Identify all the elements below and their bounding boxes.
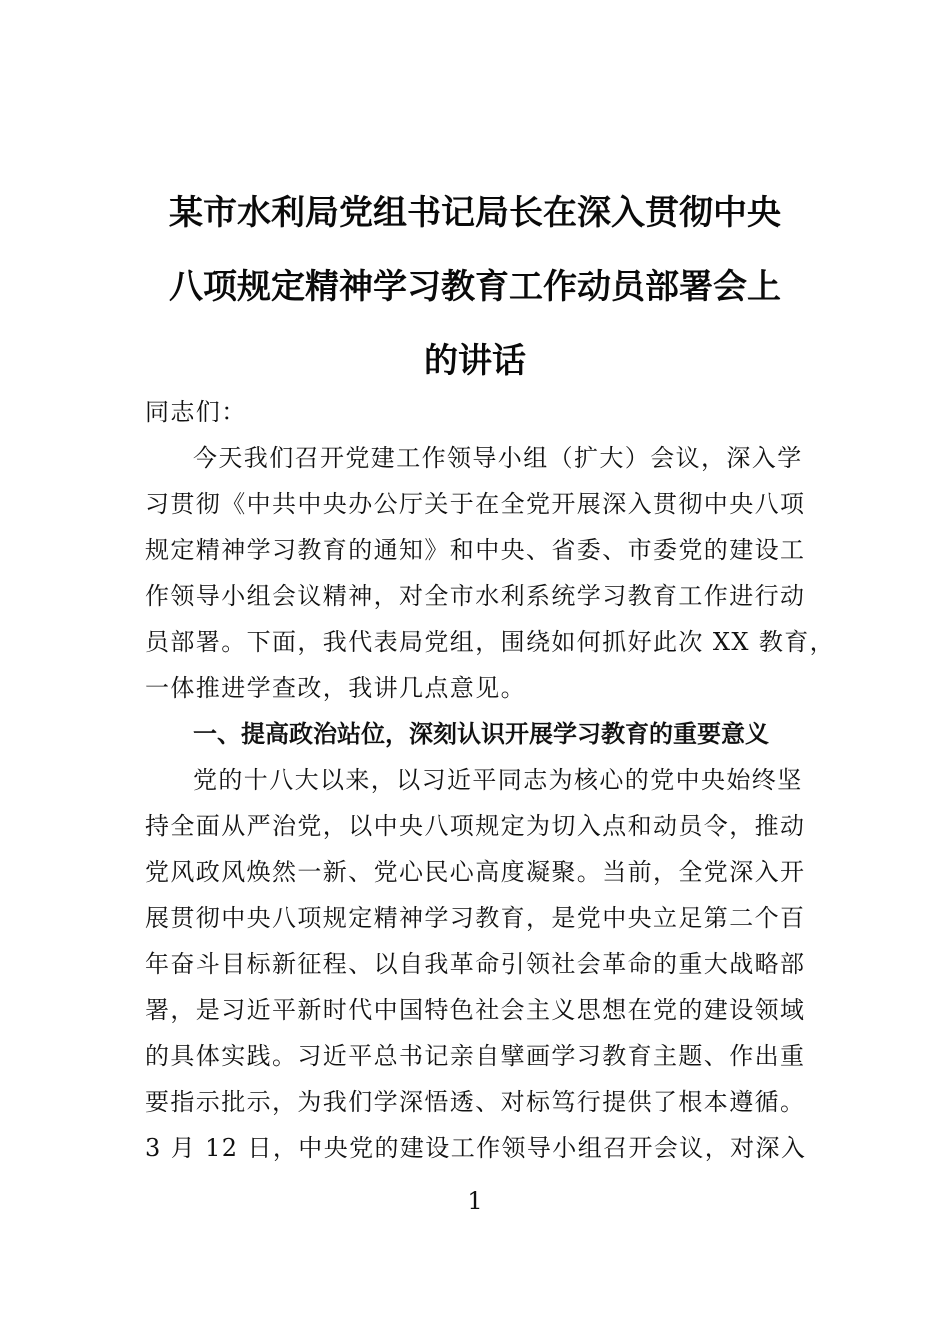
paragraph-line: 的具体实践。习近平总书记亲自擘画学习教育主题、作出重 [145,1042,806,1070]
paragraph-line: 署，是习近平新时代中国特色社会主义思想在党的建设领域 [145,996,806,1024]
paragraph-line: 3 月 12 日，中央党的建设工作领导小组召开会议，对深入 [145,1134,807,1162]
salutation: 同志们： [145,398,247,426]
title-line: 某市水利局党组书记局长在深入贯彻中央 [169,193,781,233]
title-line: 的讲话 [424,341,526,381]
paragraph-line: 展贯彻中央八项规定精神学习教育，是党中央立足第二个百 [145,904,806,932]
paragraph-line: 今天我们召开党建工作领导小组（扩大）会议，深入学 [193,444,803,472]
paragraph-opening [145,435,836,711]
title-line: 八项规定精神学习教育工作动员部署会上 [169,267,781,307]
paragraph-line: 习贯彻《中共中央办公厅关于在全党开展深入贯彻中央八项 [145,490,806,518]
document-title [140,176,810,398]
paragraph-line: 持全面从严治党，以中央八项规定为切入点和动员令，推动 [145,812,806,840]
paragraph-line: 党风政风焕然一新、党心民心高度凝聚。当前，全党深入开 [145,858,806,886]
section-heading: 一、提高政治站位，深刻认识开展学习教育的重要意义 [193,720,769,748]
paragraph-line: 党的十八大以来，以习近平同志为核心的党中央始终坚 [193,766,803,794]
paragraph-line: 作领导小组会议精神，对全市水利系统学习教育工作进行动 [145,582,806,610]
document-body [145,389,836,1171]
paragraph-line: 要指示批示，为我们学深悟透、对标笃行提供了根本遵循。 [145,1088,806,1116]
paragraph-line: 年奋斗目标新征程、以自我革命引领社会革命的重大战略部 [145,950,806,978]
paragraph-section-one [145,757,810,1171]
paragraph-line: 员部署。下面，我代表局党组，围绕如何抓好此次 XX 教育， [145,628,836,656]
paragraph-line: 规定精神学习教育的通知》和中央、省委、市委党的建设工 [145,536,806,564]
page-number: 1 [467,1187,483,1215]
paragraph-line: 一体推进学查改，我讲几点意见。 [145,674,526,702]
